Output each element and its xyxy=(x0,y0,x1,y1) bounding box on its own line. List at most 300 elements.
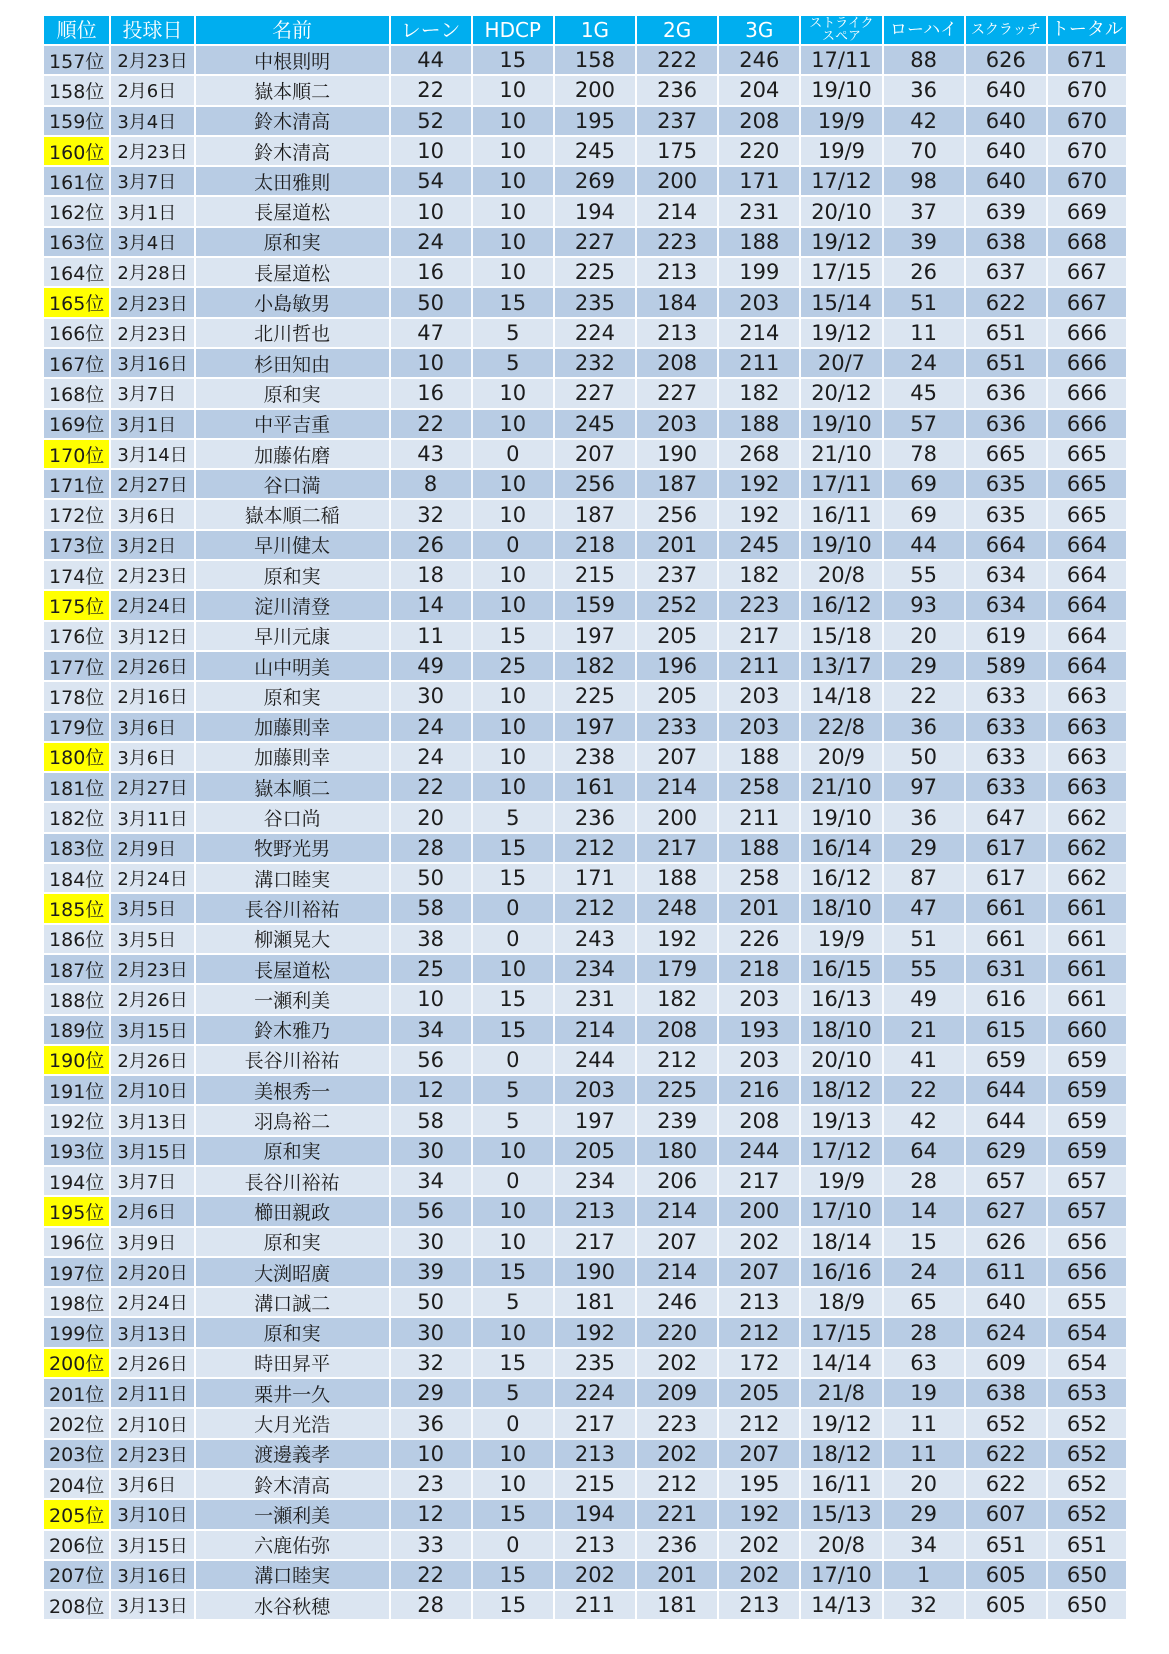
hdcp-cell: 5 xyxy=(472,1105,554,1135)
name-cell: 一瀬利美 xyxy=(195,1499,390,1529)
game2-cell: 221 xyxy=(636,1499,718,1529)
total-cell: 667 xyxy=(1047,257,1127,287)
date-cell: 3月12日 xyxy=(110,621,194,651)
rank-cell: 162位 xyxy=(44,196,110,226)
scratch-cell: 640 xyxy=(965,136,1047,166)
scratch-cell: 639 xyxy=(965,196,1047,226)
table-row xyxy=(44,106,1127,136)
scratch-cell: 635 xyxy=(965,499,1047,529)
game1-cell: 200 xyxy=(554,75,636,105)
date-cell: 2月23日 xyxy=(110,318,194,348)
scratch-cell: 661 xyxy=(965,893,1047,923)
name-cell: 北川哲也 xyxy=(195,318,390,348)
game1-cell: 171 xyxy=(554,863,636,893)
scratch-cell: 664 xyxy=(965,530,1047,560)
game3-cell: 211 xyxy=(718,651,800,681)
lane-cell: 32 xyxy=(390,499,472,529)
table-row xyxy=(44,196,1127,226)
rank-cell: 187位 xyxy=(44,954,110,984)
game2-cell: 236 xyxy=(636,75,718,105)
rank-cell: 203位 xyxy=(44,1439,110,1469)
date-cell: 3月15日 xyxy=(110,1136,194,1166)
table-row xyxy=(44,833,1127,863)
hdcp-cell: 10 xyxy=(472,1196,554,1226)
strike-spare-cell: 17/12 xyxy=(800,1136,882,1166)
rank-cell: 190位 xyxy=(44,1045,110,1075)
hdcp-cell: 15 xyxy=(472,863,554,893)
game1-cell: 194 xyxy=(554,1499,636,1529)
table-row xyxy=(44,530,1127,560)
lane-cell: 33 xyxy=(390,1530,472,1560)
game1-cell: 202 xyxy=(554,1560,636,1590)
hdcp-cell: 10 xyxy=(472,590,554,620)
game1-cell: 213 xyxy=(554,1439,636,1469)
rank-cell: 193位 xyxy=(44,1136,110,1166)
game3-cell: 218 xyxy=(718,954,800,984)
col-hdcp-header: HDCP xyxy=(472,16,554,45)
rank-cell: 194位 xyxy=(44,1166,110,1196)
total-cell: 666 xyxy=(1047,409,1127,439)
game1-cell: 217 xyxy=(554,1227,636,1257)
rank-cell: 163位 xyxy=(44,227,110,257)
game1-cell: 238 xyxy=(554,742,636,772)
game3-cell: 207 xyxy=(718,1257,800,1287)
name-cell: 原和実 xyxy=(195,1317,390,1347)
strike-spare-cell: 16/11 xyxy=(800,499,882,529)
game2-cell: 179 xyxy=(636,954,718,984)
lane-cell: 25 xyxy=(390,954,472,984)
table-row xyxy=(44,318,1127,348)
total-cell: 655 xyxy=(1047,1287,1127,1317)
rank-cell: 159位 xyxy=(44,106,110,136)
col-date-header: 投球日 xyxy=(110,16,194,45)
table-row xyxy=(44,1136,1127,1166)
date-cell: 2月9日 xyxy=(110,833,194,863)
table-row xyxy=(44,1378,1127,1408)
name-cell: 溝口睦実 xyxy=(195,1560,390,1590)
lane-cell: 36 xyxy=(390,1408,472,1438)
name-cell: 大渕昭廣 xyxy=(195,1257,390,1287)
rank-cell: 184位 xyxy=(44,863,110,893)
game3-cell: 199 xyxy=(718,257,800,287)
scratch-cell: 607 xyxy=(965,1499,1047,1529)
scratch-cell: 659 xyxy=(965,1045,1047,1075)
strike-spare-cell: 20/10 xyxy=(800,196,882,226)
lane-cell: 49 xyxy=(390,651,472,681)
hdcp-cell: 10 xyxy=(472,1136,554,1166)
date-cell: 3月5日 xyxy=(110,924,194,954)
hdcp-cell: 15 xyxy=(472,984,554,1014)
hdcp-cell: 15 xyxy=(472,45,554,75)
name-cell: 早川健太 xyxy=(195,530,390,560)
hdcp-cell: 5 xyxy=(472,1378,554,1408)
total-cell: 662 xyxy=(1047,802,1127,832)
total-cell: 663 xyxy=(1047,712,1127,742)
lowhigh-cell: 28 xyxy=(883,1166,965,1196)
hdcp-cell: 10 xyxy=(472,409,554,439)
scratch-cell: 640 xyxy=(965,106,1047,136)
lowhigh-cell: 36 xyxy=(883,712,965,742)
game1-cell: 236 xyxy=(554,802,636,832)
date-cell: 2月28日 xyxy=(110,257,194,287)
lane-cell: 22 xyxy=(390,772,472,802)
lane-cell: 28 xyxy=(390,1590,472,1620)
total-cell: 664 xyxy=(1047,621,1127,651)
lane-cell: 10 xyxy=(390,984,472,1014)
total-cell: 662 xyxy=(1047,833,1127,863)
game2-cell: 205 xyxy=(636,621,718,651)
lane-cell: 20 xyxy=(390,802,472,832)
hdcp-cell: 15 xyxy=(472,1015,554,1045)
rank-cell: 199位 xyxy=(44,1317,110,1347)
table-row xyxy=(44,712,1127,742)
lowhigh-cell: 64 xyxy=(883,1136,965,1166)
game2-cell: 209 xyxy=(636,1378,718,1408)
lane-cell: 22 xyxy=(390,1560,472,1590)
game3-cell: 216 xyxy=(718,1075,800,1105)
total-cell: 665 xyxy=(1047,499,1127,529)
strike-spare-cell: 17/10 xyxy=(800,1560,882,1590)
table-row xyxy=(44,651,1127,681)
lowhigh-cell: 93 xyxy=(883,590,965,620)
rank-cell: 174位 xyxy=(44,560,110,590)
name-cell: 嶽本順二稲 xyxy=(195,499,390,529)
name-cell: 谷口満 xyxy=(195,469,390,499)
lane-cell: 22 xyxy=(390,75,472,105)
date-cell: 2月26日 xyxy=(110,651,194,681)
table-row xyxy=(44,409,1127,439)
table-row xyxy=(44,1166,1127,1196)
date-cell: 2月24日 xyxy=(110,590,194,620)
total-cell: 670 xyxy=(1047,136,1127,166)
game2-cell: 256 xyxy=(636,499,718,529)
lane-cell: 56 xyxy=(390,1196,472,1226)
game2-cell: 203 xyxy=(636,409,718,439)
game3-cell: 245 xyxy=(718,530,800,560)
game1-cell: 217 xyxy=(554,1408,636,1438)
table-row xyxy=(44,1348,1127,1378)
table-row xyxy=(44,75,1127,105)
lowhigh-cell: 28 xyxy=(883,1317,965,1347)
hdcp-cell: 10 xyxy=(472,560,554,590)
scratch-cell: 651 xyxy=(965,318,1047,348)
strike-spare-cell: 14/14 xyxy=(800,1348,882,1378)
hdcp-cell: 10 xyxy=(472,106,554,136)
game2-cell: 214 xyxy=(636,196,718,226)
rank-cell: 158位 xyxy=(44,75,110,105)
game3-cell: 203 xyxy=(718,1045,800,1075)
date-cell: 3月16日 xyxy=(110,348,194,378)
scratch-cell: 644 xyxy=(965,1105,1047,1135)
game1-cell: 211 xyxy=(554,1590,636,1620)
name-cell: 原和実 xyxy=(195,1227,390,1257)
game2-cell: 252 xyxy=(636,590,718,620)
lane-cell: 12 xyxy=(390,1499,472,1529)
strike-spare-cell: 19/10 xyxy=(800,802,882,832)
lowhigh-cell: 49 xyxy=(883,984,965,1014)
game3-cell: 192 xyxy=(718,469,800,499)
lowhigh-cell: 57 xyxy=(883,409,965,439)
name-cell: 中平吉重 xyxy=(195,409,390,439)
table-row xyxy=(44,1105,1127,1135)
lane-cell: 30 xyxy=(390,1227,472,1257)
name-cell: 柳瀬晃大 xyxy=(195,924,390,954)
strike-spare-cell: 16/12 xyxy=(800,590,882,620)
total-cell: 664 xyxy=(1047,651,1127,681)
date-cell: 3月14日 xyxy=(110,439,194,469)
strike-spare-cell: 21/10 xyxy=(800,439,882,469)
game1-cell: 197 xyxy=(554,712,636,742)
lane-cell: 24 xyxy=(390,742,472,772)
game1-cell: 194 xyxy=(554,196,636,226)
total-cell: 661 xyxy=(1047,984,1127,1014)
game1-cell: 227 xyxy=(554,227,636,257)
date-cell: 2月23日 xyxy=(110,45,194,75)
lane-cell: 8 xyxy=(390,469,472,499)
game1-cell: 190 xyxy=(554,1257,636,1287)
lowhigh-cell: 24 xyxy=(883,348,965,378)
scratch-cell: 638 xyxy=(965,227,1047,257)
rank-cell: 183位 xyxy=(44,833,110,863)
hdcp-cell: 0 xyxy=(472,1045,554,1075)
hdcp-cell: 5 xyxy=(472,348,554,378)
date-cell: 3月7日 xyxy=(110,378,194,408)
scratch-cell: 634 xyxy=(965,560,1047,590)
strike-spare-cell: 20/10 xyxy=(800,1045,882,1075)
scratch-cell: 638 xyxy=(965,1378,1047,1408)
name-cell: 鈴木雅乃 xyxy=(195,1015,390,1045)
game2-cell: 214 xyxy=(636,1257,718,1287)
total-cell: 654 xyxy=(1047,1348,1127,1378)
total-cell: 659 xyxy=(1047,1075,1127,1105)
game3-cell: 202 xyxy=(718,1560,800,1590)
rank-cell: 191位 xyxy=(44,1075,110,1105)
table-row xyxy=(44,1590,1127,1620)
lane-cell: 11 xyxy=(390,621,472,651)
name-cell: 原和実 xyxy=(195,560,390,590)
strike-spare-cell: 19/9 xyxy=(800,136,882,166)
lowhigh-cell: 55 xyxy=(883,954,965,984)
date-cell: 2月23日 xyxy=(110,1439,194,1469)
game1-cell: 215 xyxy=(554,560,636,590)
lane-cell: 10 xyxy=(390,1439,472,1469)
scratch-cell: 615 xyxy=(965,1015,1047,1045)
strike-spare-cell: 16/16 xyxy=(800,1257,882,1287)
hdcp-cell: 15 xyxy=(472,833,554,863)
strike-spare-cell: 19/10 xyxy=(800,75,882,105)
rank-cell: 207位 xyxy=(44,1560,110,1590)
rank-cell: 189位 xyxy=(44,1015,110,1045)
game2-cell: 201 xyxy=(636,1560,718,1590)
game1-cell: 207 xyxy=(554,439,636,469)
hdcp-cell: 10 xyxy=(472,772,554,802)
game2-cell: 220 xyxy=(636,1317,718,1347)
table-row xyxy=(44,772,1127,802)
table-row xyxy=(44,802,1127,832)
date-cell: 3月13日 xyxy=(110,1590,194,1620)
total-cell: 656 xyxy=(1047,1257,1127,1287)
game3-cell: 203 xyxy=(718,681,800,711)
table-row xyxy=(44,1287,1127,1317)
game2-cell: 206 xyxy=(636,1166,718,1196)
lowhigh-cell: 39 xyxy=(883,227,965,257)
game3-cell: 202 xyxy=(718,1227,800,1257)
name-cell: 長屋道松 xyxy=(195,196,390,226)
lowhigh-cell: 29 xyxy=(883,651,965,681)
game2-cell: 213 xyxy=(636,257,718,287)
name-cell: 栗井一久 xyxy=(195,1378,390,1408)
table-row xyxy=(44,984,1127,1014)
date-cell: 3月6日 xyxy=(110,499,194,529)
table-row xyxy=(44,560,1127,590)
rank-cell: 188位 xyxy=(44,984,110,1014)
table-row xyxy=(44,621,1127,651)
scratch-cell: 651 xyxy=(965,348,1047,378)
game3-cell: 223 xyxy=(718,590,800,620)
scratch-cell: 640 xyxy=(965,166,1047,196)
scratch-cell: 624 xyxy=(965,1317,1047,1347)
total-cell: 667 xyxy=(1047,287,1127,317)
date-cell: 2月26日 xyxy=(110,1045,194,1075)
date-cell: 3月16日 xyxy=(110,1560,194,1590)
col-lowhigh-header: ローハイ xyxy=(883,16,965,45)
strike-spare-cell: 15/13 xyxy=(800,1499,882,1529)
total-cell: 654 xyxy=(1047,1317,1127,1347)
table-row xyxy=(44,1075,1127,1105)
table-row xyxy=(44,1196,1127,1226)
rank-cell: 180位 xyxy=(44,742,110,772)
lowhigh-cell: 70 xyxy=(883,136,965,166)
name-cell: 原和実 xyxy=(195,681,390,711)
lane-cell: 47 xyxy=(390,318,472,348)
game1-cell: 224 xyxy=(554,318,636,348)
strike-spare-cell: 19/12 xyxy=(800,318,882,348)
game1-cell: 256 xyxy=(554,469,636,499)
total-cell: 669 xyxy=(1047,196,1127,226)
name-cell: 淀川清登 xyxy=(195,590,390,620)
rank-cell: 170位 xyxy=(44,439,110,469)
lane-cell: 50 xyxy=(390,1287,472,1317)
strike-spare-cell: 18/10 xyxy=(800,1015,882,1045)
game3-cell: 213 xyxy=(718,1287,800,1317)
total-cell: 660 xyxy=(1047,1015,1127,1045)
hdcp-cell: 10 xyxy=(472,1227,554,1257)
game2-cell: 202 xyxy=(636,1348,718,1378)
rank-cell: 157位 xyxy=(44,45,110,75)
scratch-cell: 634 xyxy=(965,590,1047,620)
date-cell: 2月27日 xyxy=(110,469,194,499)
game1-cell: 182 xyxy=(554,651,636,681)
strike-spare-cell: 19/9 xyxy=(800,1166,882,1196)
table-row xyxy=(44,499,1127,529)
name-cell: 長谷川裕祐 xyxy=(195,1045,390,1075)
lowhigh-cell: 11 xyxy=(883,1439,965,1469)
game3-cell: 202 xyxy=(718,1530,800,1560)
game2-cell: 237 xyxy=(636,560,718,590)
lane-cell: 18 xyxy=(390,560,472,590)
total-cell: 659 xyxy=(1047,1045,1127,1075)
total-cell: 665 xyxy=(1047,469,1127,499)
hdcp-cell: 10 xyxy=(472,499,554,529)
strike-spare-cell: 18/10 xyxy=(800,893,882,923)
date-cell: 3月7日 xyxy=(110,166,194,196)
lowhigh-cell: 1 xyxy=(883,1560,965,1590)
table-row xyxy=(44,742,1127,772)
date-cell: 2月23日 xyxy=(110,136,194,166)
game2-cell: 214 xyxy=(636,772,718,802)
scratch-cell: 619 xyxy=(965,621,1047,651)
strike-spare-cell: 17/15 xyxy=(800,257,882,287)
hdcp-cell: 15 xyxy=(472,1257,554,1287)
strike-spare-cell: 19/9 xyxy=(800,924,882,954)
rank-cell: 185位 xyxy=(44,893,110,923)
date-cell: 3月5日 xyxy=(110,893,194,923)
lowhigh-cell: 15 xyxy=(883,1227,965,1257)
game3-cell: 217 xyxy=(718,621,800,651)
table-row xyxy=(44,954,1127,984)
game3-cell: 217 xyxy=(718,1166,800,1196)
date-cell: 2月23日 xyxy=(110,287,194,317)
game2-cell: 207 xyxy=(636,1227,718,1257)
table-body xyxy=(44,45,1127,1620)
lowhigh-cell: 98 xyxy=(883,166,965,196)
game1-cell: 197 xyxy=(554,1105,636,1135)
lowhigh-cell: 50 xyxy=(883,742,965,772)
date-cell: 2月23日 xyxy=(110,954,194,984)
table-row xyxy=(44,1560,1127,1590)
lane-cell: 39 xyxy=(390,1257,472,1287)
strike-spare-cell: 15/14 xyxy=(800,287,882,317)
name-cell: 小島敏男 xyxy=(195,287,390,317)
hdcp-cell: 10 xyxy=(472,166,554,196)
strike-spare-cell: 15/18 xyxy=(800,621,882,651)
game2-cell: 182 xyxy=(636,984,718,1014)
game3-cell: 208 xyxy=(718,106,800,136)
lowhigh-cell: 22 xyxy=(883,681,965,711)
scratch-cell: 633 xyxy=(965,681,1047,711)
lane-cell: 22 xyxy=(390,409,472,439)
rank-cell: 205位 xyxy=(44,1499,110,1529)
lowhigh-cell: 44 xyxy=(883,530,965,560)
rank-cell: 200位 xyxy=(44,1348,110,1378)
lowhigh-cell: 55 xyxy=(883,560,965,590)
lowhigh-cell: 20 xyxy=(883,1469,965,1499)
lowhigh-cell: 36 xyxy=(883,802,965,832)
date-cell: 3月2日 xyxy=(110,530,194,560)
game2-cell: 188 xyxy=(636,863,718,893)
name-cell: 杉田知由 xyxy=(195,348,390,378)
game2-cell: 184 xyxy=(636,287,718,317)
total-cell: 670 xyxy=(1047,75,1127,105)
lowhigh-cell: 42 xyxy=(883,1105,965,1135)
lane-cell: 56 xyxy=(390,1045,472,1075)
hdcp-cell: 10 xyxy=(472,681,554,711)
lowhigh-cell: 47 xyxy=(883,893,965,923)
lowhigh-cell: 29 xyxy=(883,833,965,863)
game3-cell: 203 xyxy=(718,287,800,317)
date-cell: 2月10日 xyxy=(110,1075,194,1105)
date-cell: 2月26日 xyxy=(110,984,194,1014)
total-cell: 670 xyxy=(1047,166,1127,196)
table-row xyxy=(44,45,1127,75)
ranking-table xyxy=(44,16,1128,1621)
scratch-cell: 647 xyxy=(965,802,1047,832)
lowhigh-cell: 87 xyxy=(883,863,965,893)
name-cell: 水谷秋穂 xyxy=(195,1590,390,1620)
lowhigh-cell: 34 xyxy=(883,1530,965,1560)
name-cell: 原和実 xyxy=(195,1136,390,1166)
lane-cell: 34 xyxy=(390,1166,472,1196)
